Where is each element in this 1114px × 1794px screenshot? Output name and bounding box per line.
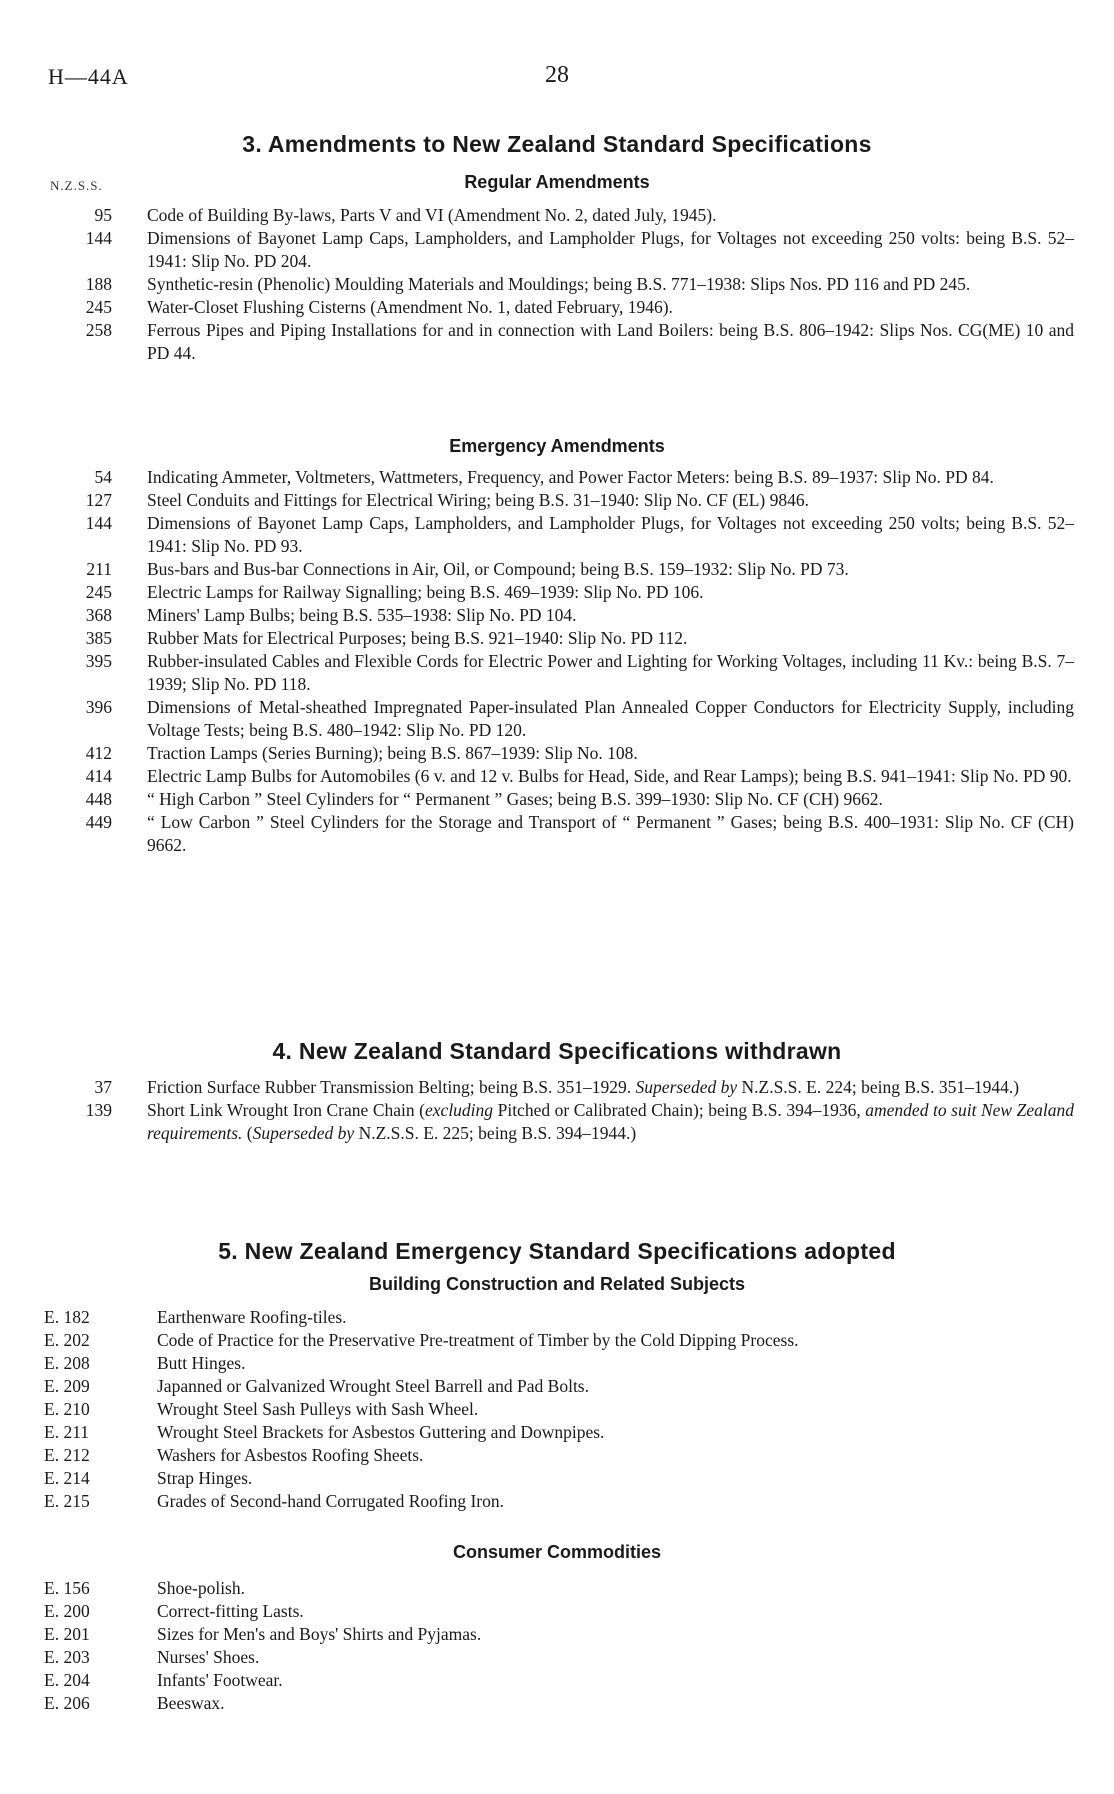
item-text: Traction Lamps (Series Burning); being B.S. 867–1939: Slip No. 108.: [147, 743, 638, 763]
list-item: [40, 227, 1074, 273]
item-text-mid-2: (: [242, 1123, 253, 1143]
item-number: 385: [85, 628, 112, 648]
item-text: Short Link Wrought Iron Crane Chain (: [147, 1100, 426, 1120]
item-number: 258: [85, 320, 112, 340]
list-item: [40, 319, 1074, 365]
item-number: E. 212: [44, 1445, 90, 1465]
list-item: [40, 1444, 1074, 1467]
item-text: Butt Hinges.: [157, 1353, 246, 1373]
item-text: Sizes for Men's and Boys' Shirts and Pyjamas.: [157, 1624, 482, 1644]
page-number: 28: [545, 62, 569, 88]
document-reference: H—44A: [48, 64, 129, 89]
item-text: Dimensions of Metal-sheathed Impregnated Paper-insulated Plan Annealed Copper Conductors for Electricity Supply, including Voltage Tests; being B.S. 480–1942: Slip No. PD 120.: [147, 697, 1074, 740]
item-number: E. 209: [44, 1376, 90, 1396]
item-number: 54: [94, 467, 112, 487]
list-item: [40, 1398, 1074, 1421]
item-text: Miners' Lamp Bulbs; being B.S. 535–1938: Slip No. PD 104.: [147, 605, 577, 625]
item-number: E. 201: [44, 1624, 90, 1644]
item-number: E. 210: [44, 1399, 90, 1419]
item-number: 448: [85, 789, 112, 809]
item-number: E. 214: [44, 1468, 90, 1488]
list-item: [40, 1669, 1074, 1692]
item-text: Correct-fitting Lasts.: [157, 1601, 304, 1621]
consumer-specifications-list: [40, 1577, 1074, 1715]
item-number: 95: [94, 205, 112, 225]
item-italic-text: excluding: [425, 1100, 494, 1120]
item-text: Earthenware Roofing-tiles.: [157, 1307, 347, 1327]
emergency-amendments-list: [40, 466, 1074, 857]
item-text: Electric Lamp Bulbs for Automobiles (6 v. and 12 v. Bulbs for Head, Side, and Rear Lamps); being B.S. 941–1941: Slip No. PD 90.: [147, 766, 1072, 786]
item-italic-text: Superseded by: [635, 1077, 738, 1097]
emergency-amendments-heading: Emergency Amendments: [449, 436, 665, 456]
item-italic-text-3: Superseded by: [252, 1123, 355, 1143]
section-3-title: 3. Amendments to New Zealand Standard Specifications: [242, 131, 872, 157]
item-number: 188: [85, 274, 112, 294]
consumer-commodities-heading: Consumer Commodities: [452, 1542, 662, 1562]
item-number: E. 202: [44, 1330, 90, 1350]
item-text: Bus-bars and Bus-bar Connections in Air, Oil, or Compound; being B.S. 159–1932: Slip No. PD 73.: [147, 559, 849, 579]
item-number: 395: [85, 651, 112, 671]
list-item: [40, 489, 1074, 512]
item-number: 139: [85, 1100, 112, 1120]
item-number: 144: [85, 513, 112, 533]
list-item: [40, 765, 1074, 788]
item-text: Code of Practice for the Preservative Pre-treatment of Timber by the Cold Dipping Process.: [157, 1330, 799, 1350]
list-item: [40, 811, 1074, 857]
item-number: E. 156: [44, 1578, 90, 1598]
item-text: Dimensions of Bayonet Lamp Caps, Lampholders, and Lampholder Plugs, for Voltages not exceeding 250 volts; being B.S. 52–1941: Slip No. PD 93.: [147, 513, 1074, 556]
item-number: 211: [86, 559, 112, 579]
item-number: E. 211: [44, 1422, 90, 1442]
regular-amendments-list: [40, 204, 1074, 365]
item-text: Code of Building By-laws, Parts V and VI (Amendment No. 2, dated July, 1945).: [147, 205, 717, 225]
item-text: Nurses' Shoes.: [157, 1647, 260, 1667]
item-text: Rubber-insulated Cables and Flexible Cords for Electric Power and Lighting for Working Voltages, including 11 Kv.: being B.S. 7–1939; Slip No. PD 118.: [147, 651, 1074, 694]
item-text: Electric Lamps for Railway Signalling; being B.S. 469–1939: Slip No. PD 106.: [147, 582, 704, 602]
regular-amendments-heading: Regular Amendments: [464, 172, 650, 192]
item-text: Washers for Asbestos Roofing Sheets.: [157, 1445, 424, 1465]
item-number: 449: [85, 812, 112, 832]
item-text: Beeswax.: [157, 1693, 225, 1713]
list-item: [40, 466, 1074, 489]
item-text: Japanned or Galvanized Wrought Steel Barrell and Pad Bolts.: [157, 1376, 589, 1396]
item-number: 368: [85, 605, 112, 625]
item-text-mid: Pitched or Calibrated Chain); being B.S. 394–1936,: [493, 1100, 866, 1120]
list-item: [40, 1577, 1074, 1600]
list-item: [40, 1306, 1074, 1329]
building-construction-heading: Building Construction and Related Subjects: [368, 1274, 746, 1294]
item-text: Shoe-polish.: [157, 1578, 245, 1598]
item-text: Friction Surface Rubber Transmission Belting; being B.S. 351–1929.: [147, 1077, 636, 1097]
list-item: [40, 604, 1074, 627]
list-item: [40, 650, 1074, 696]
item-text: Strap Hinges.: [157, 1468, 253, 1488]
column-label: N.Z.S.S.: [50, 178, 103, 193]
list-item: [40, 1375, 1074, 1398]
item-text: Synthetic-resin (Phenolic) Moulding Materials and Mouldings; being B.S. 771–1938: Slips Nos. PD 116 and PD 245.: [147, 274, 971, 294]
item-number: 414: [85, 766, 112, 786]
list-item: [40, 512, 1074, 558]
list-item: [40, 1646, 1074, 1669]
item-number: E. 182: [44, 1307, 90, 1327]
item-text: Wrought Steel Brackets for Asbestos Guttering and Downpipes.: [157, 1422, 605, 1442]
withdrawn-list: [40, 1076, 1074, 1145]
item-text: Rubber Mats for Electrical Purposes; being B.S. 921–1940: Slip No. PD 112.: [147, 628, 688, 648]
item-number: 396: [85, 697, 112, 717]
item-number: E. 204: [44, 1670, 90, 1690]
list-item: [40, 1692, 1074, 1715]
item-number: 412: [85, 743, 112, 763]
list-item: [40, 273, 1074, 296]
list-item: [40, 1623, 1074, 1646]
item-number: 37: [94, 1077, 112, 1097]
list-item: [40, 1421, 1074, 1444]
list-item: [40, 627, 1074, 650]
item-text: Dimensions of Bayonet Lamp Caps, Lampholders, and Lampholder Plugs, for Voltages not exceeding 250 volts: being B.S. 52–1941: Slip No. PD 204.: [147, 228, 1074, 271]
item-text: Infants' Footwear.: [157, 1670, 283, 1690]
item-number: 127: [85, 490, 112, 510]
section-4-title: 4. New Zealand Standard Specifications withdrawn: [272, 1038, 842, 1064]
item-number: 144: [85, 228, 112, 248]
list-item: [40, 204, 1074, 227]
item-text: Indicating Ammeter, Voltmeters, Wattmeters, Frequency, and Power Factor Meters: being B.S. 89–1937: Slip No. PD 84.: [147, 467, 994, 487]
list-item: [40, 581, 1074, 604]
item-text: Grades of Second-hand Corrugated Roofing Iron.: [157, 1491, 504, 1511]
item-number: E. 206: [44, 1693, 90, 1713]
item-text: Steel Conduits and Fittings for Electrical Wiring; being B.S. 31–1940: Slip No. CF (EL) 9846.: [147, 490, 809, 510]
item-number: 245: [85, 582, 112, 602]
item-text: Water-Closet Flushing Cisterns (Amendment No. 1, dated February, 1946).: [147, 297, 673, 317]
item-number: E. 208: [44, 1353, 90, 1373]
list-item: [40, 1490, 1074, 1513]
list-item: [40, 742, 1074, 765]
section-5-title: 5. New Zealand Emergency Standard Specifications adopted: [218, 1238, 896, 1264]
list-item: [40, 1329, 1074, 1352]
item-text-end: N.Z.S.S. E. 224; being B.S. 351–1944.): [737, 1077, 1020, 1097]
item-number: 245: [85, 297, 112, 317]
item-number: E. 215: [44, 1491, 90, 1511]
item-text: “ High Carbon ” Steel Cylinders for “ Permanent ” Gases; being B.S. 399–1930: Slip No. CF (CH) 9662.: [147, 789, 883, 809]
list-item: [40, 1076, 1074, 1099]
list-item: [40, 696, 1074, 742]
list-item: [40, 1352, 1074, 1375]
item-italic-text-2: amended to suit New Zealand requirements.: [147, 1100, 1075, 1143]
list-item: [40, 788, 1074, 811]
list-item: [40, 558, 1074, 581]
list-item: [40, 1099, 1074, 1145]
item-text: “ Low Carbon ” Steel Cylinders for the Storage and Transport of “ Permanent ” Gases; being B.S. 400–1931: Slip No. CF (CH) 9662.: [147, 812, 1074, 855]
item-text: Ferrous Pipes and Piping Installations for and in connection with Land Boilers: being B.S. 806–1942: Slips Nos. CG(ME) 10 and PD 44.: [147, 320, 1074, 363]
building-specifications-list: [40, 1306, 1074, 1513]
list-item: [40, 1467, 1074, 1490]
list-item: [40, 296, 1074, 319]
list-item: [40, 1600, 1074, 1623]
item-number: E. 203: [44, 1647, 90, 1667]
item-number: E. 200: [44, 1601, 90, 1621]
item-text-end: N.Z.S.S. E. 225; being B.S. 394–1944.): [354, 1123, 637, 1143]
item-text: Wrought Steel Sash Pulleys with Sash Wheel.: [157, 1399, 479, 1419]
